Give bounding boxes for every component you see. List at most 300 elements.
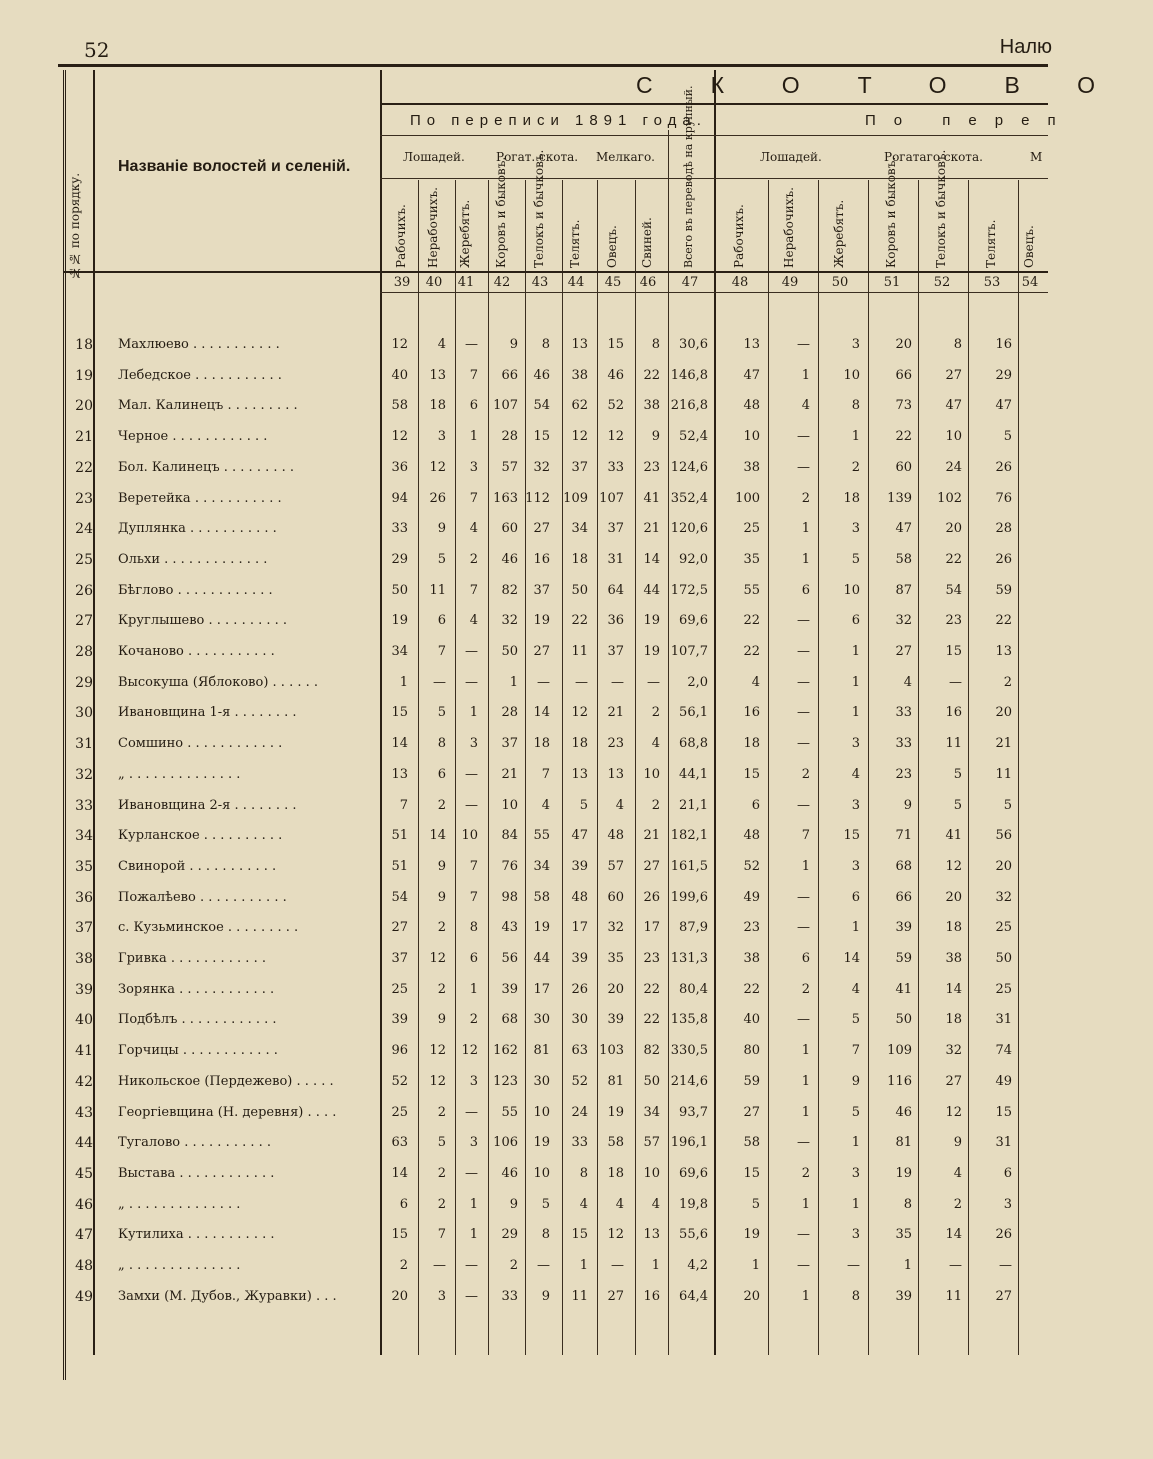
table-cell: 23: [643, 459, 660, 475]
table-cell: 20: [895, 337, 912, 352]
column-header: Коровъ и быковъ.: [494, 156, 508, 268]
table-row: [63, 398, 1048, 428]
table-cell: 9: [509, 1196, 518, 1212]
table-cell: 48: [743, 828, 760, 844]
table-cell: 16: [743, 705, 760, 721]
table-cell: 2: [651, 705, 660, 721]
table-cell: 15: [533, 429, 550, 445]
group-horses: Лошадей.: [403, 150, 465, 164]
table-row: [63, 552, 1048, 582]
table-cell: 10: [643, 766, 660, 782]
table-row: [63, 1074, 1048, 1104]
table-cell: 23: [607, 736, 624, 752]
column-number: 42: [493, 275, 511, 290]
table-cell: 3: [469, 459, 478, 475]
table-cell: 55: [501, 1104, 518, 1120]
table-cell: 35: [743, 551, 760, 567]
table-cell: 4: [437, 337, 446, 352]
table-cell: 52: [571, 1073, 588, 1089]
table-row: [63, 1289, 1048, 1319]
column-header: Овецъ.: [605, 225, 619, 268]
table-cell: 14: [643, 551, 660, 567]
table-cell: 21: [643, 521, 660, 537]
table-cell: 23: [643, 951, 660, 966]
table-cell: 2: [801, 981, 810, 997]
table-cell: 124,6: [670, 459, 708, 475]
table-cell: 109: [563, 490, 588, 506]
table-cell: 107: [599, 490, 624, 506]
table-row: [63, 1135, 1048, 1165]
table-cell: —: [797, 920, 810, 936]
table-cell: 13: [571, 337, 588, 352]
table-cell: —: [949, 674, 962, 690]
table-cell: 7: [541, 766, 550, 782]
table-cell: 107: [493, 398, 518, 414]
table-cell: 1: [801, 1288, 810, 1304]
table-cell: 4: [615, 1196, 624, 1212]
table-cell: 92,0: [679, 551, 708, 567]
column-header: Нерабочихъ.: [782, 187, 796, 268]
table-cell: 4: [541, 797, 550, 813]
table-cell: 9: [437, 889, 446, 905]
table-cell: 12: [429, 459, 446, 475]
table-cell: 87: [895, 582, 912, 598]
census-new-header: По переп: [865, 112, 1074, 129]
table-cell: 9: [437, 1012, 446, 1028]
row-number: 39: [75, 981, 93, 998]
table-cell: 39: [895, 1288, 912, 1304]
table-cell: 22: [643, 367, 660, 383]
row-number: 34: [75, 828, 93, 845]
table-cell: 20: [995, 705, 1012, 721]
table-cell: 26: [643, 889, 660, 905]
table-cell: 182,1: [670, 828, 708, 844]
table-cell: 7: [437, 1227, 446, 1243]
section-title: СКОТОВО: [636, 72, 1153, 98]
table-cell: 16: [533, 551, 550, 567]
table-cell: 7: [399, 797, 408, 813]
table-cell: 1: [801, 521, 810, 537]
table-cell: 23: [895, 766, 912, 782]
table-cell: 4: [953, 1165, 962, 1181]
table-cell: 2: [801, 1165, 810, 1181]
table-cell: 20: [945, 521, 962, 537]
table-row: [63, 1166, 1048, 1196]
table-cell: 15: [607, 337, 624, 352]
table-cell: 4: [801, 398, 810, 414]
table-cell: 1: [851, 1135, 860, 1151]
table-cell: 1: [469, 705, 478, 721]
table-cell: 54: [391, 889, 408, 905]
table-cell: 6: [469, 398, 478, 414]
table-cell: 40: [743, 1012, 760, 1028]
table-cell: 4: [469, 521, 478, 537]
table-cell: 2: [437, 981, 446, 997]
table-cell: 16: [945, 705, 962, 721]
table-cell: 49: [743, 889, 760, 905]
group-horses-new: Лошадей.: [760, 150, 822, 164]
table-cell: 98: [501, 889, 518, 905]
row-number-header: №№ по порядку.: [68, 172, 82, 280]
table-cell: 9: [903, 797, 912, 813]
table-cell: 32: [533, 459, 550, 475]
table-cell: 8: [651, 337, 660, 352]
column-number: 53: [983, 275, 1001, 290]
table-cell: 33: [571, 1135, 588, 1151]
table-cell: 36: [607, 613, 624, 629]
table-row: [63, 1197, 1048, 1227]
table-cell: 5: [437, 705, 446, 721]
table-cell: 20: [607, 981, 624, 997]
running-head: Налю: [999, 36, 1052, 58]
settlement-name: Зорянка . . . . . . . . . . . .: [118, 981, 275, 997]
table-cell: 12: [429, 951, 446, 966]
table-cell: —: [465, 797, 478, 813]
table-cell: 2: [437, 1104, 446, 1120]
row-number: 42: [75, 1073, 93, 1090]
table-cell: 19: [743, 1227, 760, 1243]
settlement-name: Круглышево . . . . . . . . . .: [118, 613, 288, 629]
table-cell: —: [797, 613, 810, 629]
table-cell: 7: [469, 490, 478, 506]
table-cell: 5: [851, 551, 860, 567]
table-cell: 27: [945, 1073, 962, 1089]
table-cell: —: [465, 674, 478, 690]
table-cell: 3: [851, 337, 860, 352]
table-cell: 2: [469, 551, 478, 567]
table-cell: 15: [391, 705, 408, 721]
table-cell: 8: [437, 736, 446, 752]
table-cell: 29: [995, 367, 1012, 383]
table-cell: 32: [895, 613, 912, 629]
table-cell: 12: [391, 429, 408, 445]
table-cell: —: [611, 674, 624, 690]
table-cell: 46: [607, 367, 624, 383]
table-row: [63, 337, 1048, 367]
table-cell: 2: [437, 920, 446, 936]
table-cell: 38: [643, 398, 660, 414]
table-cell: 15: [391, 1227, 408, 1243]
table-cell: 38: [945, 951, 962, 966]
table-cell: 50: [995, 951, 1012, 966]
table-cell: 6: [399, 1196, 408, 1212]
table-cell: 64,4: [679, 1288, 708, 1304]
table-cell: 9: [437, 521, 446, 537]
column-header: Нерабочихъ.: [426, 187, 440, 268]
column-header: Овецъ.: [1022, 225, 1036, 268]
table-cell: 24: [945, 459, 962, 475]
table-cell: 57: [501, 459, 518, 475]
settlement-name: Георгіевщина (Н. деревня) . . . .: [118, 1104, 337, 1120]
settlement-name: Бол. Калинецъ . . . . . . . . .: [118, 459, 295, 475]
table-cell: 1: [469, 429, 478, 445]
settlement-name: Курланское . . . . . . . . . .: [118, 828, 283, 844]
table-cell: 20: [391, 1288, 408, 1304]
table-cell: 2: [851, 459, 860, 475]
table-cell: —: [797, 705, 810, 721]
rule-line: [380, 103, 1048, 105]
rule-line: [63, 271, 1048, 273]
table-cell: 34: [643, 1104, 660, 1120]
table-cell: 30: [571, 1012, 588, 1028]
settlement-name: Подбѣлъ . . . . . . . . . . . .: [118, 1012, 277, 1028]
settlement-name: Мал. Калинецъ . . . . . . . . .: [118, 398, 298, 414]
table-cell: 12: [429, 1073, 446, 1089]
table-cell: 30: [533, 1012, 550, 1028]
table-cell: 2: [651, 797, 660, 813]
table-cell: 60: [895, 459, 912, 475]
table-cell: 56: [501, 951, 518, 966]
table-cell: 18: [945, 920, 962, 936]
table-cell: 63: [391, 1135, 408, 1151]
table-cell: —: [999, 1258, 1012, 1273]
table-cell: 20: [945, 889, 962, 905]
table-cell: 13: [995, 644, 1012, 659]
table-cell: 15: [945, 644, 962, 659]
table-cell: 7: [469, 858, 478, 874]
settlement-name: Никольское (Пердежево) . . . . .: [118, 1073, 334, 1089]
table-cell: 1: [801, 1073, 810, 1089]
table-cell: 81: [895, 1135, 912, 1151]
table-cell: 33: [895, 705, 912, 721]
table-cell: 131,3: [670, 951, 708, 966]
column-number: 44: [567, 275, 585, 290]
table-cell: 32: [501, 613, 518, 629]
table-cell: 1: [851, 644, 860, 659]
table-cell: 60: [607, 889, 624, 905]
table-cell: —: [465, 1165, 478, 1181]
column-number: 48: [731, 275, 749, 290]
table-cell: 13: [571, 766, 588, 782]
row-number: 20: [75, 398, 93, 415]
settlement-name: с. Кузьминское . . . . . . . . .: [118, 920, 299, 936]
settlement-name: Бѣглово . . . . . . . . . . . .: [118, 582, 273, 598]
column-header: Телятъ.: [984, 219, 998, 268]
row-number: 25: [75, 551, 93, 568]
table-cell: 94: [391, 490, 408, 506]
table-cell: 8: [541, 337, 550, 352]
table-cell: 14: [843, 951, 860, 966]
table-cell: 39: [391, 1012, 408, 1028]
table-cell: 56,1: [679, 705, 708, 721]
table-cell: 106: [493, 1135, 518, 1151]
table-cell: 10: [533, 1165, 550, 1181]
table-cell: 29: [501, 1227, 518, 1243]
table-cell: 6: [801, 582, 810, 598]
column-header: Жеребятъ.: [832, 199, 846, 268]
table-cell: 82: [501, 582, 518, 598]
table-cell: 10: [501, 797, 518, 813]
table-cell: 1: [801, 1043, 810, 1059]
table-cell: 3: [851, 1227, 860, 1243]
table-cell: 19: [607, 1104, 624, 1120]
table-cell: 8: [953, 337, 962, 352]
settlement-name: Сомшино . . . . . . . . . . . .: [118, 736, 283, 752]
table-row: [63, 890, 1048, 920]
table-cell: —: [465, 644, 478, 659]
table-cell: 31: [995, 1135, 1012, 1151]
table-row: [63, 798, 1048, 828]
table-cell: 51: [391, 858, 408, 874]
table-cell: 4: [651, 736, 660, 752]
table-cell: 46: [533, 367, 550, 383]
table-cell: 32: [607, 920, 624, 936]
table-cell: 6: [437, 766, 446, 782]
table-cell: 27: [391, 920, 408, 936]
table-cell: 7: [469, 367, 478, 383]
settlement-name: Высокуша (Яблоково) . . . . . .: [118, 674, 318, 690]
table-cell: 8: [469, 920, 478, 936]
table-cell: 28: [501, 705, 518, 721]
table-cell: 19: [533, 920, 550, 936]
settlement-name: Выстава . . . . . . . . . . . .: [118, 1165, 275, 1181]
table-cell: 18: [533, 736, 550, 752]
table-cell: 66: [501, 367, 518, 383]
table-cell: 52: [607, 398, 624, 414]
table-row: [63, 491, 1048, 521]
table-cell: 2: [801, 490, 810, 506]
table-cell: 48: [607, 828, 624, 844]
table-cell: 11: [995, 766, 1012, 782]
table-cell: 15: [571, 1227, 588, 1243]
table-cell: 22: [945, 551, 962, 567]
table-cell: 58: [533, 889, 550, 905]
table-cell: 4: [579, 1196, 588, 1212]
table-cell: 1: [509, 674, 518, 690]
table-cell: 31: [607, 551, 624, 567]
column-number: 49: [781, 275, 799, 290]
table-row: [63, 1012, 1048, 1042]
table-cell: 44,1: [679, 766, 708, 782]
table-cell: 7: [801, 828, 810, 844]
table-cell: 18: [571, 551, 588, 567]
table-cell: 11: [571, 644, 588, 659]
settlement-name: Махлюево . . . . . . . . . . .: [118, 337, 280, 352]
row-number: 49: [75, 1288, 93, 1305]
table-cell: 1: [801, 367, 810, 383]
table-cell: 21: [501, 766, 518, 782]
table-cell: 13: [643, 1227, 660, 1243]
column-header: Свиней.: [640, 217, 654, 268]
name-column-header: Названіе волостей и селеній.: [118, 158, 351, 175]
row-number: 32: [75, 766, 93, 783]
table-cell: —: [847, 1258, 860, 1273]
table-cell: —: [949, 1258, 962, 1273]
table-cell: 5: [851, 1012, 860, 1028]
table-cell: 69,6: [679, 613, 708, 629]
table-cell: 107,7: [670, 644, 708, 659]
table-cell: 14: [391, 1165, 408, 1181]
table-row: [63, 767, 1048, 797]
table-cell: 3: [469, 1073, 478, 1089]
table-cell: 51: [391, 828, 408, 844]
table-cell: 25: [995, 920, 1012, 936]
table-cell: 31: [995, 1012, 1012, 1028]
table-row: [63, 1258, 1048, 1288]
table-row: [63, 583, 1048, 613]
column-number: 46: [639, 275, 657, 290]
table-cell: 109: [887, 1043, 912, 1059]
table-cell: 1: [399, 674, 408, 690]
table-cell: 19: [643, 613, 660, 629]
table-cell: 5: [851, 1104, 860, 1120]
table-cell: 54: [945, 582, 962, 598]
settlement-name: Пожалѣево . . . . . . . . . . .: [118, 889, 287, 905]
table-cell: 5: [953, 797, 962, 813]
table-cell: 163: [493, 490, 518, 506]
table-cell: —: [537, 674, 550, 690]
table-cell: 12: [945, 1104, 962, 1120]
table-cell: 28: [501, 429, 518, 445]
table-cell: —: [537, 1258, 550, 1273]
table-cell: 102: [937, 490, 962, 506]
table-cell: 1: [801, 1196, 810, 1212]
table-cell: 57: [607, 858, 624, 874]
table-cell: 146,8: [670, 367, 708, 383]
table-cell: 2,0: [687, 674, 708, 690]
table-cell: 14: [945, 981, 962, 997]
table-cell: 59: [995, 582, 1012, 598]
table-cell: 37: [501, 736, 518, 752]
column-number: 40: [425, 275, 443, 290]
table-cell: 54: [533, 398, 550, 414]
table-cell: 56: [995, 828, 1012, 844]
table-cell: 55: [743, 582, 760, 598]
row-number: 19: [75, 367, 93, 384]
table-cell: 12: [571, 705, 588, 721]
table-cell: 41: [895, 981, 912, 997]
row-number: 31: [75, 736, 93, 753]
table-cell: 14: [391, 736, 408, 752]
table-cell: 135,8: [670, 1012, 708, 1028]
settlement-name: „ . . . . . . . . . . . . . .: [118, 766, 241, 782]
column-header: Телокъ и бычковъ.: [934, 149, 948, 268]
settlement-name: Веретейка . . . . . . . . . . .: [118, 490, 282, 506]
table-cell: 7: [851, 1043, 860, 1059]
settlement-name: Тугалово . . . . . . . . . . .: [118, 1135, 272, 1151]
table-cell: 35: [895, 1227, 912, 1243]
table-cell: 16: [995, 337, 1012, 352]
table-cell: —: [797, 459, 810, 475]
table-cell: 73: [895, 398, 912, 414]
table-row: [63, 1227, 1048, 1257]
table-cell: 87,9: [679, 920, 708, 936]
table-cell: 10: [461, 828, 478, 844]
table-cell: 1: [801, 858, 810, 874]
table-cell: 25: [391, 981, 408, 997]
table-row: [63, 859, 1048, 889]
table-cell: 14: [945, 1227, 962, 1243]
table-cell: 5: [437, 1135, 446, 1151]
table-cell: 15: [843, 828, 860, 844]
table-cell: 1: [751, 1258, 760, 1273]
table-cell: 15: [743, 1165, 760, 1181]
column-number: 52: [933, 275, 951, 290]
table-cell: 100: [735, 490, 760, 506]
table-cell: 52: [743, 858, 760, 874]
row-number: 45: [75, 1165, 93, 1182]
table-cell: 47: [743, 367, 760, 383]
table-cell: 27: [643, 858, 660, 874]
table-cell: 37: [607, 644, 624, 659]
table-cell: —: [433, 674, 446, 690]
row-number: 33: [75, 797, 93, 814]
table-cell: 17: [643, 920, 660, 936]
table-cell: 35: [607, 951, 624, 966]
census-1891-header: По переписи 1891 года.: [410, 112, 707, 129]
table-cell: 26: [995, 551, 1012, 567]
group-small-new: М: [1030, 150, 1043, 164]
